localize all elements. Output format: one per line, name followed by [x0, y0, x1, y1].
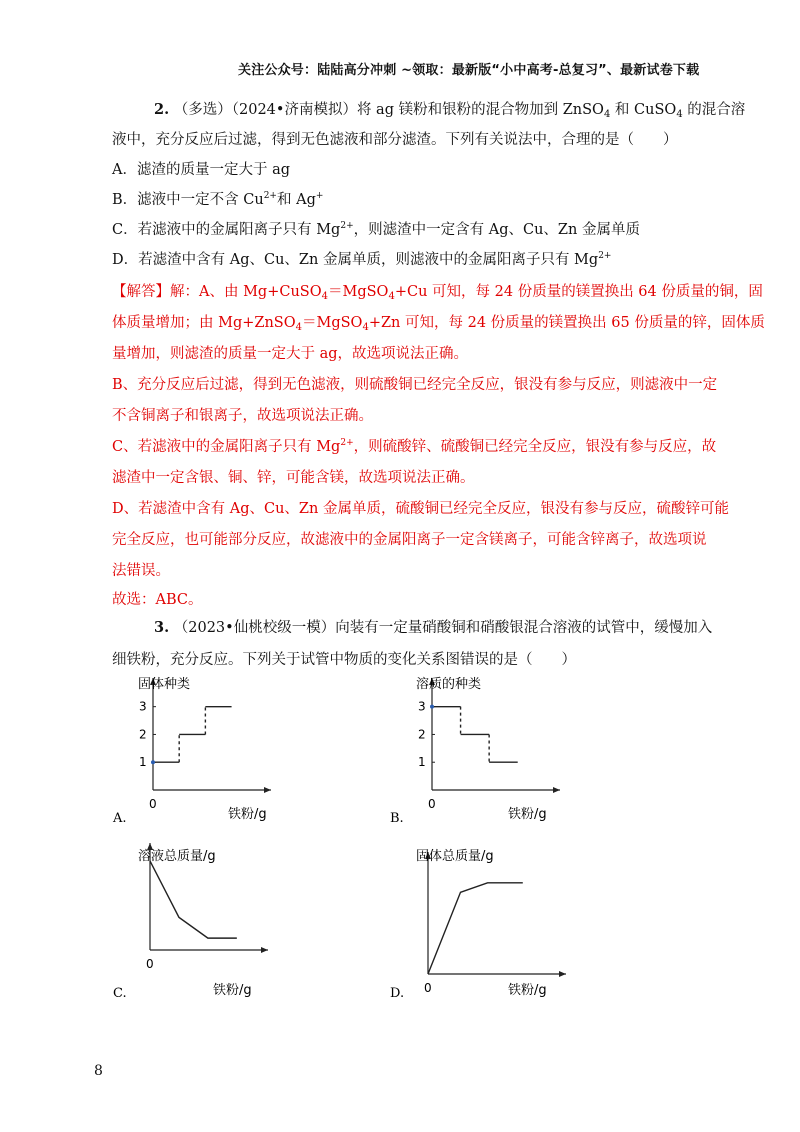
y-tick-label: 1 [139, 755, 147, 770]
chart-d [380, 842, 570, 1007]
x-axis-label: 铁粉/g [228, 807, 267, 822]
chart-b [380, 672, 570, 832]
x-axis-label: 铁粉/g [508, 807, 547, 822]
chart-a [108, 672, 278, 832]
answer-final: 故选：ABC。 [112, 592, 203, 608]
x-axis-arrow [261, 947, 268, 953]
answer-line-9: 完全反应，也可能部分反应，故滤液中的金属阳离子一定含镁离子，可能含锌离子，故选项说 [112, 532, 707, 548]
answer-line-7: 滤渣中一定含银、铜、锌，可能含镁，故选项说法正确。 [112, 470, 475, 486]
series-line [428, 883, 523, 974]
y-tick-label: 1 [418, 755, 426, 770]
question-2-stem-line1: 2. （多选）（2024•济南模拟）将 ag 镁粉和银粉的混合物加到 ZnSO$_4$ 和 CuSO$_4$ 的混合溶 [154, 101, 746, 120]
y-axis-label: 固体种类 [138, 677, 191, 692]
answer-line-4: B、充分反应后过滤，得到无色滤液，则硫酸铜已经完全反应，银没有参与反应，则滤液中一定 [112, 377, 718, 393]
x-axis-arrow [553, 787, 560, 793]
y-axis-label: 溶质的种类 [416, 677, 482, 692]
answer-line-2: 体质量增加；由 Mg+ZnSO$_4$＝MgSO$_4$+Zn 可知，每 24 份质量的镁置换出 65 份质量的锌，固体质 [112, 315, 765, 333]
origin-label: 0 [149, 797, 157, 811]
x-axis-arrow [264, 787, 271, 793]
answer-line-8: D、若滤渣中含有 Ag、Cu、Zn 金属单质，硫酸铜已经完全反应，银没有参与反应，硫酸锌可能 [112, 501, 729, 517]
option-label: B. [390, 811, 404, 826]
page-header: 关注公众号：陆陆高分冲刺 ~领取：最新版“小中高考-总复习”、最新试卷下载 [238, 63, 700, 78]
option-label: A. [113, 811, 127, 826]
start-point [151, 760, 155, 764]
page-number: 8 [94, 1063, 103, 1079]
question-3-stem-line1: 3. （2023•仙桃校级一模）向装有一定量硝酸铜和硝酸银混合溶液的试管中，缓慢加入 [154, 619, 713, 636]
answer-line-5: 不含铜离子和银离子，故选项说法正确。 [112, 408, 373, 424]
y-axis-label: 固体总质量/g [416, 849, 494, 864]
question-2-stem-line2: 液中，充分反应后过滤，得到无色滤液和部分滤渣。下列有关说法中，合理的是（ ） [112, 132, 678, 148]
answer-line-1: 【解答】解：A、由 Mg+CuSO$_4$＝MgSO$_4$+Cu 可知，每 24 份质量的镁置换出 64 份质量的铜，固 [112, 284, 763, 302]
option-c: C．若滤液中的金属阳离子只有 $Mg^{2+}$，则滤渣中一定含有 Ag、Cu、Zn 金属单质 [112, 221, 640, 238]
origin-label: 0 [428, 797, 436, 811]
answer-line-6: C、若滤液中的金属阳离子只有 $Mg^{2+}$，则硫酸锌、硫酸铜已经完全反应，银没有参与反应，故 [112, 438, 717, 455]
start-point [430, 705, 434, 709]
y-tick-label: 3 [139, 699, 147, 714]
y-axis-label: 溶液总质量/g [138, 849, 216, 864]
answer-line-3: 量增加，则滤渣的质量一定大于 ag，故选项说法正确。 [112, 346, 469, 362]
y-tick-label: 2 [139, 727, 147, 742]
origin-label: 0 [146, 957, 154, 971]
x-axis-label: 铁粉/g [508, 983, 547, 998]
option-label: C. [113, 986, 127, 1001]
y-tick-label: 2 [418, 727, 426, 742]
x-axis-label: 铁粉/g [213, 983, 252, 998]
y-tick-label: 3 [418, 699, 426, 714]
answer-line-10: 法错误。 [112, 563, 170, 579]
series-line [150, 861, 237, 938]
option-b: B．滤液中一定不含 $Cu^{2+}$和 Ag+ [112, 191, 324, 208]
chart-c [108, 842, 278, 1007]
x-axis-arrow [559, 971, 566, 977]
option-a: A．滤渣的质量一定大于 ag [112, 162, 291, 178]
question-3-stem-line2: 细铁粉，充分反应。下列关于试管中物质的变化关系图错误的是（ ） [112, 652, 576, 668]
option-d: D．若滤渣中含有 Ag、Cu、Zn 金属单质，则滤液中的金属阳离子只有 $Mg^{2+}$ [112, 251, 612, 268]
option-label: D. [390, 986, 405, 1001]
origin-label: 0 [424, 981, 432, 995]
